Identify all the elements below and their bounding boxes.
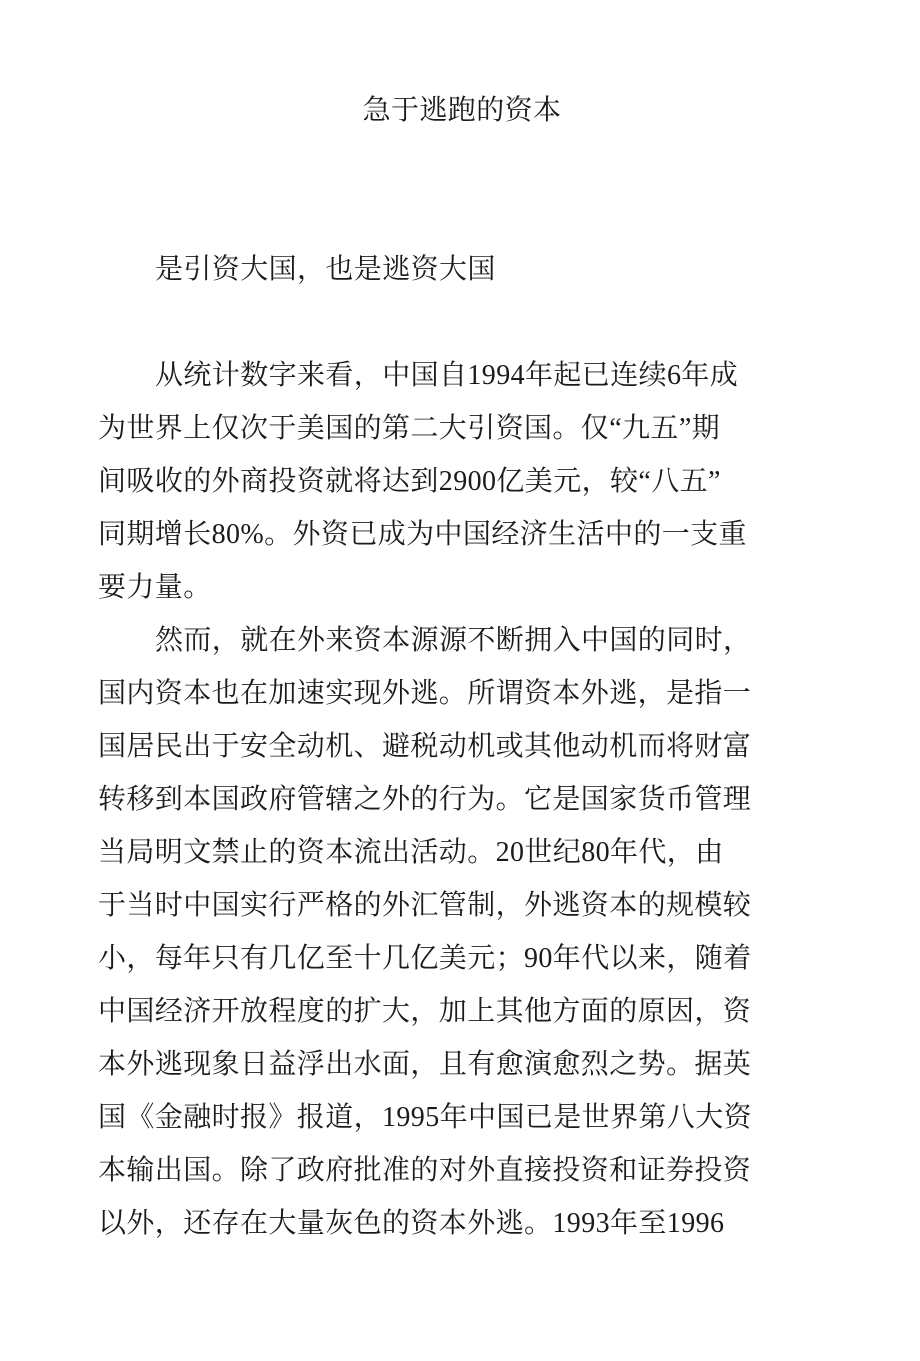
- document-title: 急于逃跑的资本: [362, 95, 562, 126]
- blank-line: [98, 137, 826, 190]
- body-text-line: 国居民出于安全动机、避税动机或其他动机而将财富: [98, 731, 752, 762]
- body-text-line: 本外逃现象日益浮出水面，且有愈演愈烈之势。据英: [98, 1049, 752, 1080]
- paragraph: [98, 349, 826, 614]
- document-subtitle: 是引资大国，也是逃资大国: [155, 254, 496, 285]
- body-text-line: 为世界上仅次于美国的第二大引资国。仅“九五”期: [98, 413, 721, 444]
- body-text-line: 转移到本国政府管辖之外的行为。它是国家货币管理: [98, 784, 752, 815]
- body-text-line: 然而，就在外来资本源源不断拥入中国的同时，: [155, 625, 752, 656]
- body-text-line: 中国经济开放程度的扩大，加上其他方面的原因，资: [98, 996, 752, 1027]
- blank-line: [98, 296, 826, 349]
- body-text-line: 本输出国。除了政府批准的对外直接投资和证券投资: [98, 1155, 752, 1186]
- document-content: [98, 84, 826, 1250]
- body-text-line: 于当时中国实行严格的外汇管制，外逃资本的规模较: [98, 890, 752, 921]
- body-text-line: 国内资本也在加速实现外逃。所谓资本外逃，是指一: [98, 678, 752, 709]
- body-text-line: 从统计数字来看，中国自1994年起已连续6年成: [155, 360, 739, 391]
- body-text-line: 国《金融时报》报道，1995年中国已是世界第八大资: [98, 1102, 753, 1133]
- blank-line: [98, 190, 826, 243]
- body-text-line: 小，每年只有几亿至十几亿美元；90年代以来，随着: [98, 943, 752, 974]
- paragraph: [98, 614, 826, 1250]
- body-text-line: 当局明文禁止的资本流出活动。20世纪80年代，由: [98, 837, 724, 868]
- body-text-line: 间吸收的外商投资就将达到2900亿美元，较“八五”: [98, 466, 721, 497]
- body-text-line: 要力量。: [98, 572, 212, 603]
- body-text-line: 以外，还存在大量灰色的资本外逃。1993年至1996: [98, 1208, 725, 1239]
- body-text-line: 同期增长80%。外资已成为中国经济生活中的一支重: [98, 519, 747, 550]
